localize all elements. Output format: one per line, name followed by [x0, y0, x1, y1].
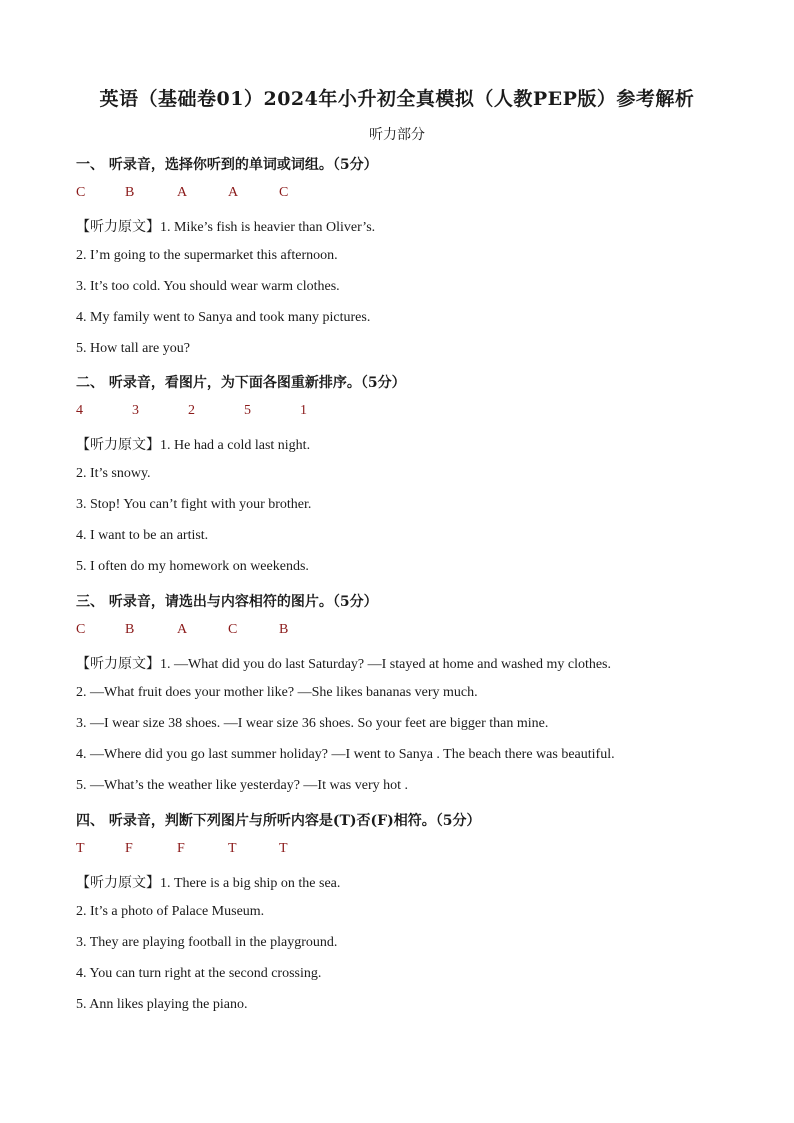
transcript-line [76, 497, 311, 513]
transcript-line [76, 778, 408, 794]
answer-key: F [177, 841, 185, 857]
transcript-text: 3. They are playing football in the playground. [76, 934, 338, 950]
transcript-text: 2. It’s a photo of Palace Museum. [76, 903, 265, 919]
transcript-text: 5. —What’s the weather like yesterday? —It was very hot . [76, 778, 409, 794]
transcript-line [76, 559, 309, 575]
transcript-line [76, 872, 340, 892]
transcript-line [76, 747, 615, 763]
answer-key: C [279, 185, 289, 201]
transcript-text: 5. How tall are you? [76, 341, 190, 357]
transcript-line [76, 310, 370, 326]
transcript-text: 1. —What did you do last Saturday? —I stayed at home and washed my clothes. [160, 657, 612, 673]
transcript-text: 3. —I wear size 38 shoes. —I wear size 36 shoes. So your feet are bigger than mine. [76, 715, 549, 731]
transcript-text: 2. It’s snowy. [76, 465, 151, 481]
answer-key: F [125, 841, 133, 857]
transcript-text: 5. Ann likes playing the piano. [76, 997, 248, 1013]
transcript-line [76, 279, 340, 295]
answer-key: T [228, 841, 237, 857]
answer-key: A [177, 185, 188, 201]
transcript-line [76, 528, 208, 544]
transcript-label: 【听力原文】 [76, 219, 160, 236]
section-heading: 三、 听录音，请选出与内容相符的图片。（5分） [76, 594, 378, 610]
answer-key: 5 [244, 403, 251, 419]
answer-key: T [279, 841, 288, 857]
transcript-text: 2. —What fruit does your mother like? —She likes bananas very much. [76, 684, 478, 700]
transcript-text: 1. Mike’s fish is heavier than Oliver’s. [160, 220, 376, 236]
transcript-line [76, 341, 190, 357]
transcript-line [76, 904, 264, 920]
answer-key: B [125, 622, 135, 638]
answer-key: 1 [300, 403, 307, 419]
transcript-line [76, 685, 478, 701]
transcript-text: 1. He had a cold last night. [160, 438, 311, 454]
transcript-text: 5. I often do my homework on weekends. [76, 559, 309, 575]
transcript-label: 【听力原文】 [76, 437, 160, 454]
answer-key: B [125, 185, 135, 201]
section-heading: 一、 听录音，选择你听到的单词或词组。（5分） [76, 157, 378, 173]
transcript-text: 3. It’s too cold. You should wear warm clothes. [76, 278, 340, 294]
answer-key: 3 [132, 403, 139, 419]
transcript-line [76, 653, 611, 673]
transcript-label: 【听力原文】 [76, 875, 160, 892]
transcript-line [76, 966, 321, 982]
section-heading: 二、 听录音，看图片，为下面各图重新排序。（5分） [76, 375, 406, 391]
transcript-text: 3. Stop! You can’t fight with your brother. [76, 496, 312, 512]
transcript-text: 4. You can turn right at the second crossing. [76, 966, 322, 981]
answer-key: T [76, 841, 85, 857]
transcript-line [76, 248, 338, 264]
transcript-line [76, 935, 337, 951]
page-title: 英语（基础卷01）2024年小升初全真模拟（人教PEP版）参考解析 [99, 88, 695, 110]
section-subtitle: 听力部分 [369, 127, 425, 143]
transcript-line [76, 216, 375, 236]
answer-key: C [228, 622, 238, 638]
transcript-line [76, 716, 548, 732]
answer-key: 4 [76, 403, 83, 419]
transcript-text: 1. There is a big ship on the sea. [160, 876, 341, 892]
answer-key: A [228, 185, 239, 201]
transcript-text: 4. I want to be an artist. [76, 528, 209, 543]
transcript-text: 2. I’m going to the supermarket this afternoon. [76, 247, 338, 263]
transcript-text: 4. My family went to Sanya and took many pictures. [76, 310, 371, 325]
answer-key: B [279, 622, 289, 638]
answer-key: A [177, 622, 188, 638]
section-heading: 四、 听录音，判断下列图片与所听内容是(T)否(F)相符。（5分） [76, 813, 481, 829]
transcript-line [76, 434, 310, 454]
transcript-label: 【听力原文】 [76, 656, 160, 673]
transcript-line [76, 997, 247, 1013]
transcript-line [76, 466, 151, 482]
answer-key: C [76, 622, 86, 638]
transcript-text: 4. —Where did you go last summer holiday? —I went to Sanya . The beach there was beautiful. [76, 747, 615, 762]
answer-key: C [76, 185, 86, 201]
answer-key: 2 [188, 403, 195, 419]
